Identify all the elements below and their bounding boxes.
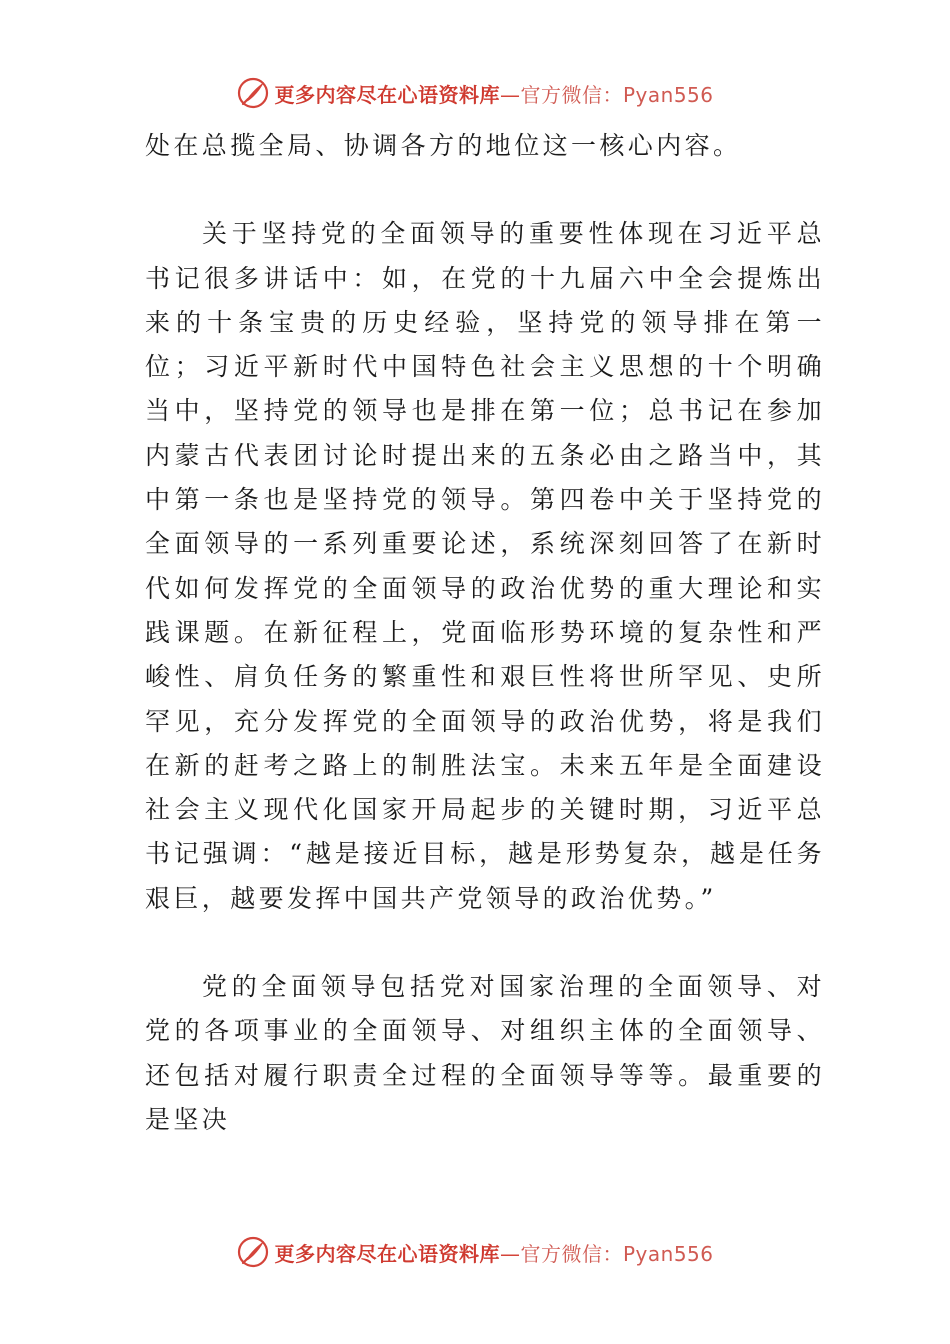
document-body [145,124,825,1142]
banner-wechat-text: 官方微信： [520,82,623,107]
text-line: 导的政治优势，将是我们在新的赶考之路上的制胜法宝。 [145,706,825,780]
banner-label [274,1238,713,1267]
paragraph-gap [145,168,825,212]
banner-label [274,79,713,108]
banner-wechat-id: Pyan556 [622,1241,714,1266]
text-line: 关于坚持党的全面领导的重要性体现在习近平总书 [145,219,825,293]
paragraph-3 [145,965,825,1142]
text-line: 持党的领导。第四卷中关于坚持党的全面领导的一系列 [145,485,825,559]
quill-pen-icon [236,1235,270,1269]
banner-brand-text: 更多内容尽在心语资料库 [274,1241,500,1266]
banner-wechat-text: 官方微信： [520,1241,623,1266]
banner-dash: — [499,82,521,107]
text-line: 领导的政治优势的重大理论和实践课题。在新征程上， [145,573,825,647]
footer-banner [0,1232,950,1272]
text-line: 记很多讲话中：如，在党的十九届六中全会提炼出来的 [145,263,825,337]
paragraph-1 [145,124,825,168]
text-line: 党面临形势环境的复杂性和严峻性、肩负任务的繁重性 [145,617,825,692]
text-line: 重要论述，系统深刻回答了在新时代如何发挥党的全面 [145,529,825,603]
text-line: 讨论时提出来的五条必由之路当中，其中第一条也是坚 [145,440,825,515]
text-line: 平新时代中国特色社会主义思想的十个明确当中，坚持 [145,352,825,426]
banner-brand-text: 更多内容尽在心语资料库 [274,82,500,107]
paragraph-gap [145,921,825,965]
text-line: 未来五年是全面建设社会主义现代化国家开局起步的关 [145,750,825,825]
paragraph-2 [145,212,825,921]
text-line: 杂，越是任务艰巨，越要发挥中国共产党领导的政治优 [145,839,826,913]
text-line: 的各项事业的全面领导、对组织主体的全面领导、还包 [145,1016,825,1090]
text-line: 键时期，习近平总书记强调：“越是接近目标，越是形势复 [145,795,825,869]
text-line: 势。” [656,883,717,913]
banner-dash: — [499,1241,521,1266]
header-banner [0,73,950,113]
text-line: 和艰巨性将世所罕见、史所罕见，充分发挥党的全面领 [145,662,825,736]
text-line: 党的全面领导包括党对国家治理的全面领导、对党 [145,972,825,1046]
text-line: 十条宝贵的历史经验，坚持党的领导排在第一位；习近 [145,307,825,382]
text-line: 处在总揽全局、协调各方的地位这一核心内容。 [145,131,742,160]
text-line: 括对履行职责全过程的全面领导等等。最重要的是坚决 [145,1060,825,1134]
quill-pen-icon [236,76,270,110]
banner-wechat-id: Pyan556 [622,82,714,107]
text-line: 党的领导也是排在第一位；总书记在参加内蒙古代表团 [145,396,825,470]
